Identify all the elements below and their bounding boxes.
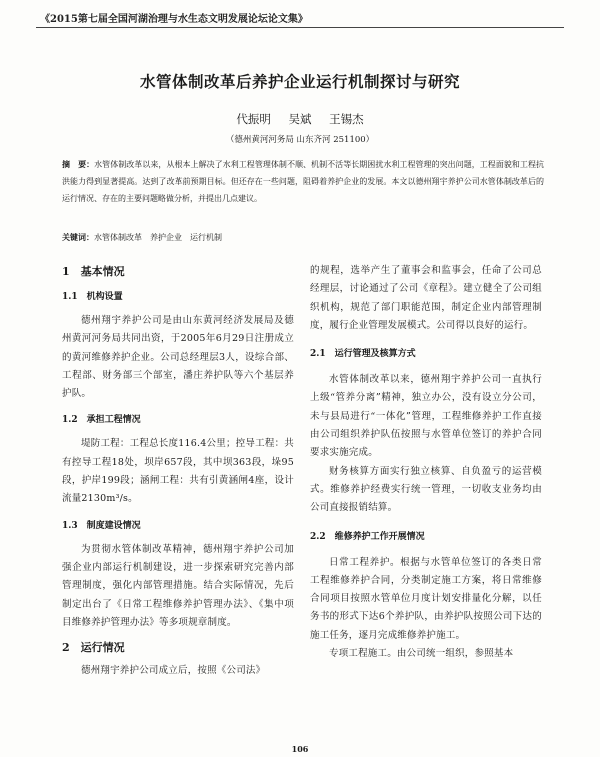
keywords-text: 水管体制改革 养护企业 运行机制 [94,233,222,242]
affiliation: （德州黄河河务局 山东齐河 251100） [225,135,375,145]
section-1-1-text: 德州翔宇养护公司是由山东黄河经济发展局及德州黄河河务局共同出资，于2005年6月29日注册成立的黄河维修养护企业。公司总经理层3人，设综合部、工程部、财务部三个部室，潘庄养护队等六个基层养护队。 [62,315,294,400]
authors: 代振明 吴斌 王锡杰 [236,112,364,126]
abstract [62,156,544,207]
section-2-1-text-b: 财务核算方面实行独立核算、自负盈亏的运营模式。维修养护经费实行统一管理，一切收支业务均由公司直接报销结算。 [310,465,542,514]
section-2-2-text-a: 日常工程养护。根据与水管单位签订的各类日常工程维修养护合同，分类制定施工方案，将日常维修合同项目按照水管单位月度计划安排量化分解，以任务书的形式下达6个养护队，由养护队按照公司下达的施工任务，逐月完成维修养护施工。 [310,556,542,641]
page-number: 106 [291,744,309,754]
section-2-text: 德州翔宇养护公司成立后，按照《公司法》 [81,665,266,677]
header-rule [36,27,564,28]
right-column [310,262,542,663]
left-column [62,262,294,680]
section-2-2-heading: 2.2 维修养护工作开展情况 [310,531,425,542]
keywords-label: 关键词： [62,232,94,242]
section-1-3-heading: 1.3 制度建设情况 [62,520,141,531]
section-1-heading: 1 基本情况 [62,265,125,278]
section-1-3-text: 为贯彻水管体制改革精神，德州翔宇养护公司加强企业内部运行机制建设，进一步探索研究完善内部管理制度，强化内部管理措施。结合实际情况，先后制定出台了《日常工程维修养护管理办法》、《集中项目维修养护管理办法》等多项规章制度。 [62,543,294,628]
section-2-heading: 2 运行情况 [62,641,125,655]
abstract-label: 摘 要： [62,159,95,169]
section-2-continued-text: 的规程，选举产生了董事会和监事会，任命了公司总经理层，讨论通过了公司《章程》。建立健全了公司组织机构，规范了部门职能范围，制定企业内部管理制度，履行企业管理发展模式。公司得以良好的运行。 [310,265,542,331]
keywords [62,232,222,243]
article-title: 水管体制改革后养护企业运行机制探讨与研究 [139,72,460,91]
section-2-1-text-a: 水管体制改革以来，德州翔宇养护公司一直执行上级“管养分离”精神，独立办公，没有设立分公司，未与县局进行“一体化”管理，工程维修养护工作直接由公司组织养护队伍按照与水管单位签订的养护合同要求实施完成。 [310,374,542,459]
section-1-1-heading: 1.1 机构设置 [62,292,123,302]
section-2-2-text-b: 专项工程施工。由公司统一组织，参照基本 [329,648,514,660]
section-1-2-heading: 1.2 承担工程情况 [62,415,141,426]
abstract-text: 水管体制改革以来，从根本上解决了水利工程管理体制不顺、机制不活等长期困扰水利工程管理的突出问题，工程面貌和工程抗洪能力得到显著提高。达到了改革前预期目标。但还存在一些问题，阻碍着养护企业的发展。本文以德州翔宇养护公司水管体制改革后的运行情况、存在的主要问题略做分析，并提出几点建议。 [62,160,544,203]
running-header: 《2015第七届全国河湖治理与水生态文明发展论坛论文集》 [40,14,308,25]
section-2-1-heading: 2.1 运行管理及核算方式 [310,349,416,360]
section-1-2-text: 堤防工程：工程总长度116.4公里；控导工程：共有控导工程18处，坝岸657段，其中坝363段，垛95段，护岸199段；涵闸工程：共有引黄涵闸4座，设计流量2130m³/s。 [62,438,294,505]
